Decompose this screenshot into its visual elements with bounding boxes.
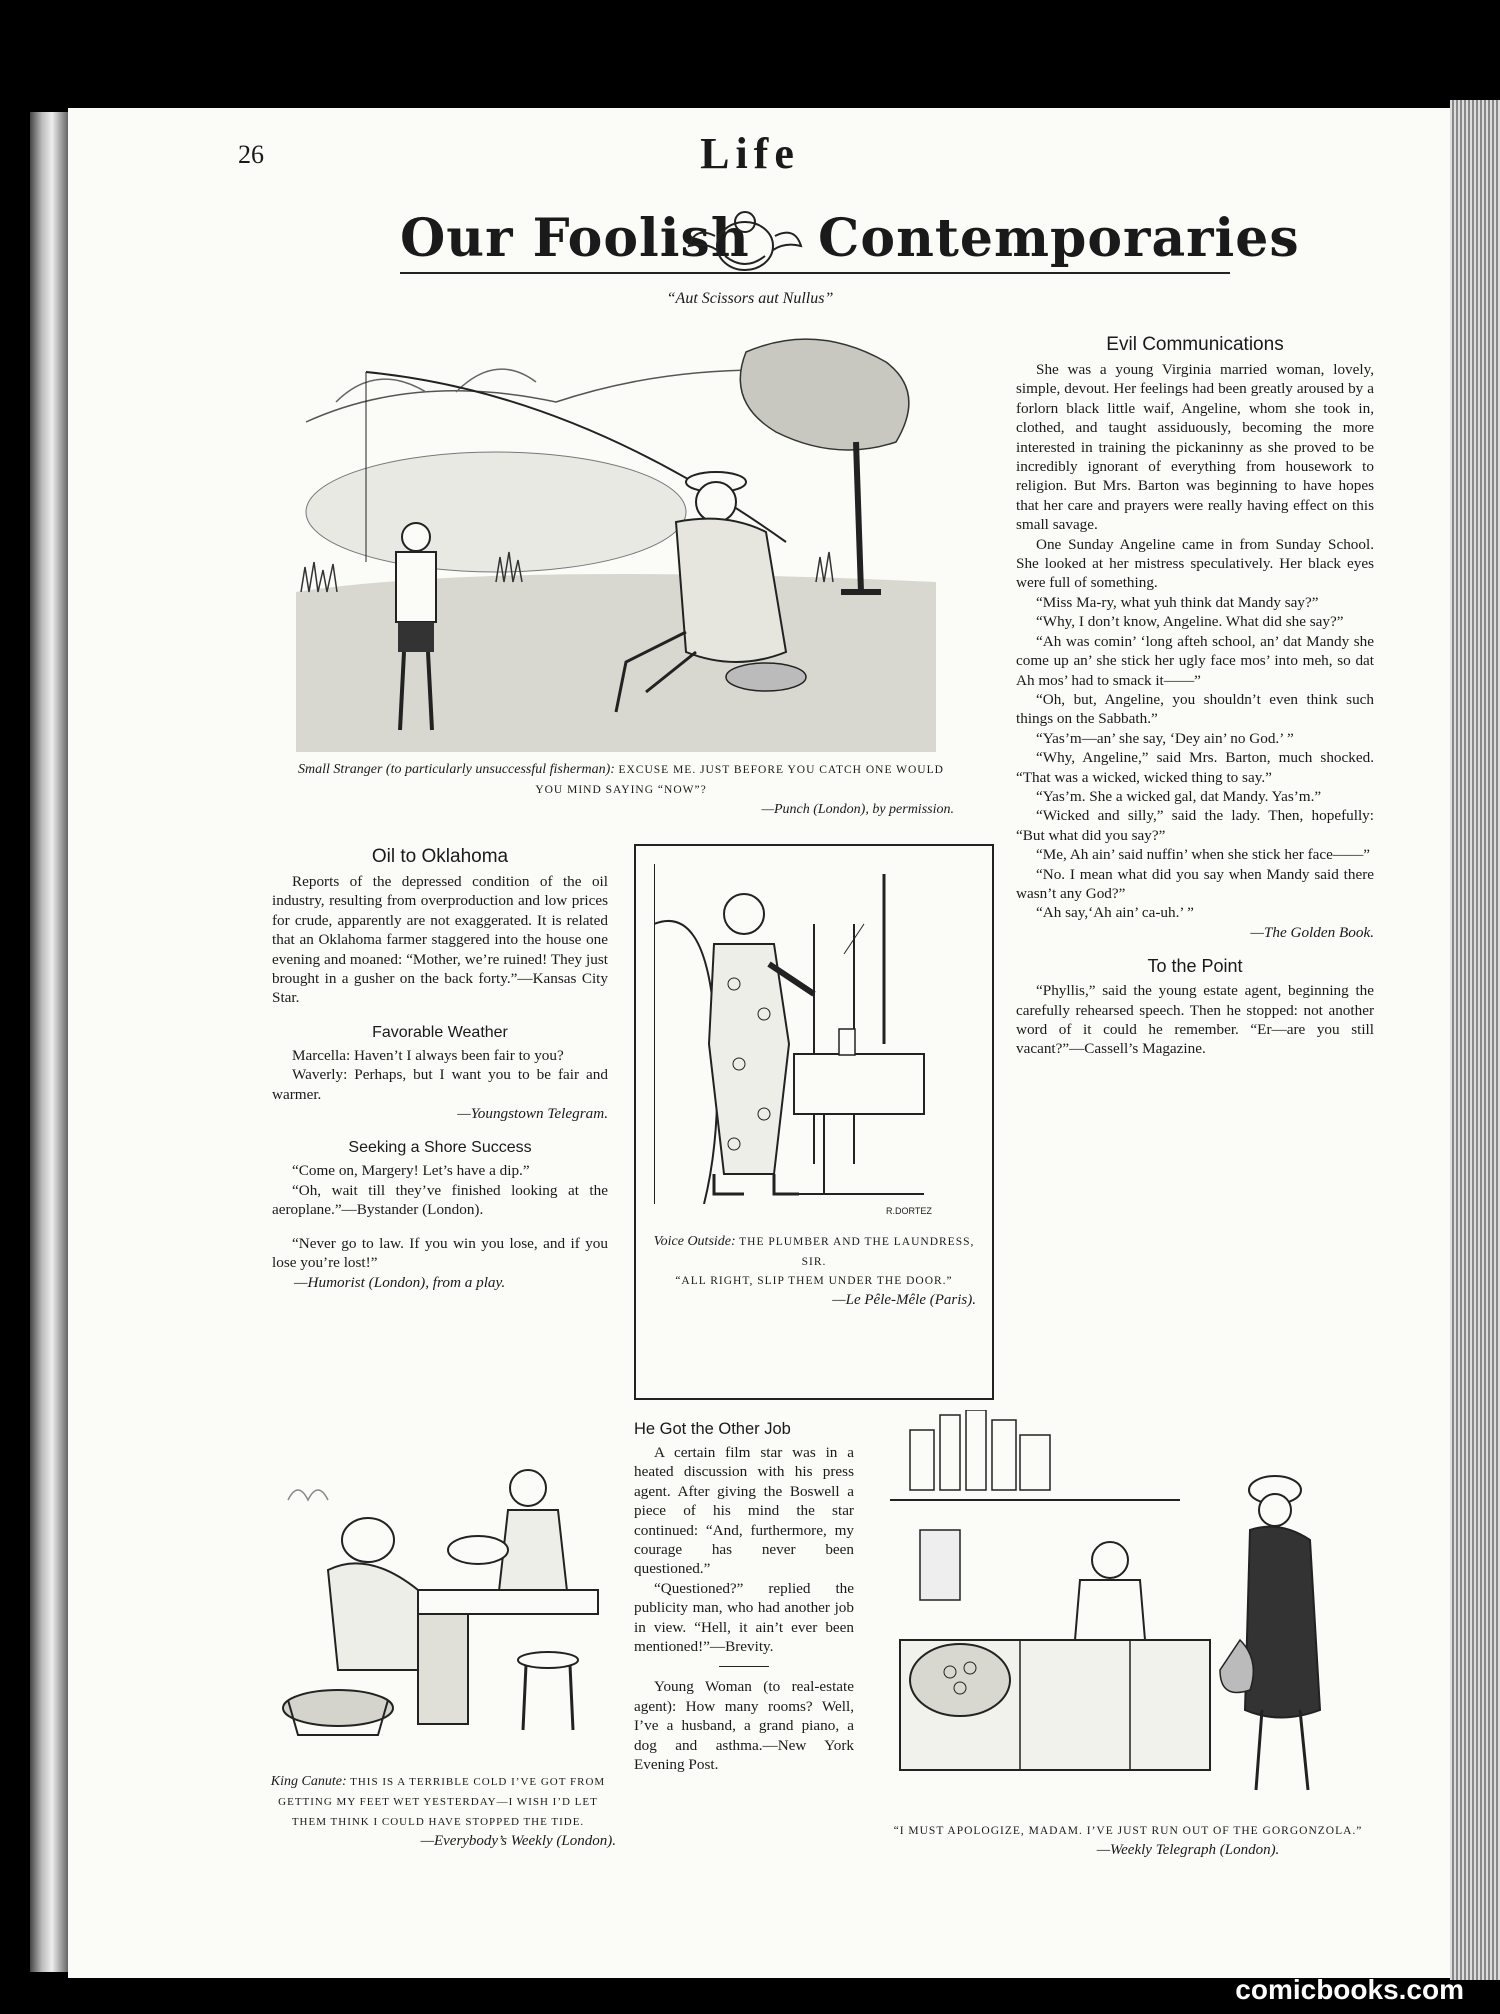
evil-paragraph: “Me, Ah ain’ said nuffin’ when she stick her face——” <box>1036 846 1371 864</box>
fishing-caption-source: —Punch (London), by permission. <box>761 802 954 817</box>
point-text: “Phyllis,” said the young estate agent, beginning the carefully rehearsed speech. Then he stopped: not another word of it could he remember. “Er—are you still vacant?”—Cassell’s Magazine. <box>1016 982 1374 1058</box>
evil-paragraph: “Ah was comin’ ‘long afteh school, an’ dat Mandy she come up an’ she stick her ugly face mos’ into meh, so dat Ah mos’ had to smack it——” <box>1016 632 1374 689</box>
banner-title-left: Our Foolish <box>400 208 750 269</box>
evil-paragraph: “Ah say,‘Ah ain’ ca-uh.’ ” <box>1036 904 1194 922</box>
job-paragraph: Young Woman (to real-estate agent): How many rooms? Well, I’ve a husband, a grand piano, a dog and asthma.—New York Evening Post. <box>634 1678 854 1774</box>
evil-paragraph: “Why, I don’t know, Angeline. What did she say?” <box>1036 613 1344 631</box>
oil-text: Reports of the depressed condition of the oil industry, resulting from overproduction and low prices for crude, apparently are not exaggerated. It is related that an Oklahoma farmer staggered into the house one evening and moaned: “Mother, we’re ruined! They just brought in a gusher on the back forty.”—Kansas City Star. <box>272 873 608 1007</box>
bath-caption-reply: “ALL RIGHT, SLIP THEM UNDER THE DOOR.” <box>675 1275 953 1287</box>
fishing-caption-text: EXCUSE ME. JUST BEFORE YOU CATCH ONE WOULD YOU MIND SAYING “NOW”? <box>535 764 944 796</box>
page-number: 26 <box>238 140 264 169</box>
evil-paragraph: “No. I mean what did you say when Mandy said there wasn’t any God?” <box>1016 865 1374 902</box>
cartoon-canute-illustration <box>268 1460 608 1760</box>
cartoon-bath-panel <box>634 844 994 1400</box>
shore-title: Seeking a Shore Success <box>348 1139 532 1157</box>
job-paragraph: “Questioned?” replied the publicity man, who had another job in view. “Hell, it ain’t ever been mentioned!”—Brevity. <box>634 1579 854 1656</box>
weather-line: Waverly: Perhaps, but I want you to be fair and warmer. <box>272 1066 608 1103</box>
job-title: He Got the Other Job <box>634 1420 791 1438</box>
shop-caption-text: “I MUST APOLOGIZE, MADAM. I’VE JUST RUN OUT OF THE GORGONZOLA.” <box>893 1825 1363 1837</box>
cartoon-bath-illustration <box>654 864 974 1204</box>
evil-paragraph: “Why, Angeline,” said Mrs. Barton, much shocked. “That was a wicked, wicked thing to say.” <box>1016 749 1374 786</box>
cartoon-fishing-illustration <box>296 332 946 752</box>
cartoon-fishing-caption <box>288 760 954 819</box>
evil-paragraph: “Oh, but, Angeline, you shouldn’t even think such things on the Sabbath.” <box>1016 690 1374 728</box>
evil-paragraph: “Wicked and silly,” said the lady. Then, hopefully: “But what did you say?” <box>1016 807 1374 844</box>
section-banner <box>400 206 1300 276</box>
job-paragraph: A certain film star was in a heated discussion with his press agent. After giving the Boswell a piece of his mind the star continued: “And, furthermore, my courage has never been questioned.” <box>634 1444 854 1578</box>
evil-paragraph: “Yas’m—an’ she say, ‘Dey ain’ no God.’ ” <box>1036 729 1294 747</box>
bath-caption-source: —Le Pêle-Mêle (Paris). <box>832 1292 976 1308</box>
weather-title: Favorable Weather <box>372 1023 508 1041</box>
bath-artist-signature: R.DORTEZ <box>886 1206 932 1216</box>
shop-caption-source: —Weekly Telegraph (London). <box>1096 1842 1280 1858</box>
law-text: “Never go to law. If you win you lose, and if you lose you’re lost!” <box>272 1234 608 1272</box>
book-binding <box>30 112 70 1972</box>
shore-line: “Come on, Margery! Let’s have a dip.” <box>292 1162 530 1180</box>
evil-paragraph: “Miss Ma-ry, what yuh think dat Mandy say?” <box>1036 593 1319 611</box>
cartoon-shop-illustration <box>880 1410 1380 1810</box>
weather-line: Marcella: Haven’t I always been fair to you? <box>292 1046 564 1064</box>
masthead-life: Life <box>700 129 800 178</box>
evil-title: Evil Communications <box>1106 334 1284 355</box>
page-edges <box>1450 100 1500 1980</box>
evil-source: —The Golden Book. <box>1250 923 1374 941</box>
section-motto: “Aut Scissors aut Nullus” <box>666 290 834 307</box>
canute-caption-source: —Everybody’s Weekly (London). <box>420 1833 616 1849</box>
banner-rule <box>400 272 1230 274</box>
fishing-caption-speaker: Small Stranger (to particularly unsuccessful fisherman): <box>298 762 615 777</box>
banner-title-right: Contemporaries <box>818 208 1300 269</box>
canute-caption-text: THIS IS A TERRIBLE COLD I’VE GOT FROM GETTING MY FEET WET YESTERDAY—I WISH I’D LET THEM THINK I COULD HAVE STOPPED THE TIDE. <box>278 1776 606 1828</box>
article-other-job <box>634 1420 854 1775</box>
left-column-articles <box>272 846 608 1292</box>
job-divider <box>719 1666 769 1667</box>
law-source: —Humorist (London), from a play. <box>294 1273 506 1291</box>
site-watermark: comicbooks.com <box>1235 1974 1464 2005</box>
evil-paragraph: “Yas’m. She a wicked gal, dat Mandy. Yas’m.” <box>1036 787 1322 805</box>
bath-caption-text: THE PLUMBER AND THE LAUNDRESS, SIR. <box>739 1236 975 1268</box>
article-evil-communications <box>1016 334 1374 1059</box>
cartoon-canute-caption <box>260 1772 616 1851</box>
evil-paragraph: She was a young Virginia married woman, lovely, simple, devout. Her feelings had been greatly aroused by a forlorn black little waif, Angeline, whom she took in, clothed, and taught assiduously, becoming the more interested in training the pickaninny as she proved to be incredibly ignorant of everything from housework to religion. But Mrs. Barton was beginning to have hopes that her care and prayers were really having effect on this small savage. <box>1016 361 1374 534</box>
bath-caption-speaker: Voice Outside: <box>653 1234 736 1249</box>
cartoon-shop-caption <box>880 1822 1376 1860</box>
weather-source: —Youngstown Telegram. <box>457 1105 608 1123</box>
cherub-emblem-icon <box>685 206 805 276</box>
shore-line: “Oh, wait till they’ve finished looking at the aeroplane.”—Bystander (London). <box>272 1181 608 1219</box>
oil-title: Oil to Oklahoma <box>371 846 509 867</box>
canute-caption-speaker: King Canute: <box>270 1774 347 1789</box>
point-title: To the Point <box>1147 956 1243 977</box>
evil-paragraph: One Sunday Angeline came in from Sunday School. She looked at her mistress speculatively. Her black eyes were full of something. <box>1016 535 1374 592</box>
cartoon-bath-caption <box>652 1232 976 1310</box>
